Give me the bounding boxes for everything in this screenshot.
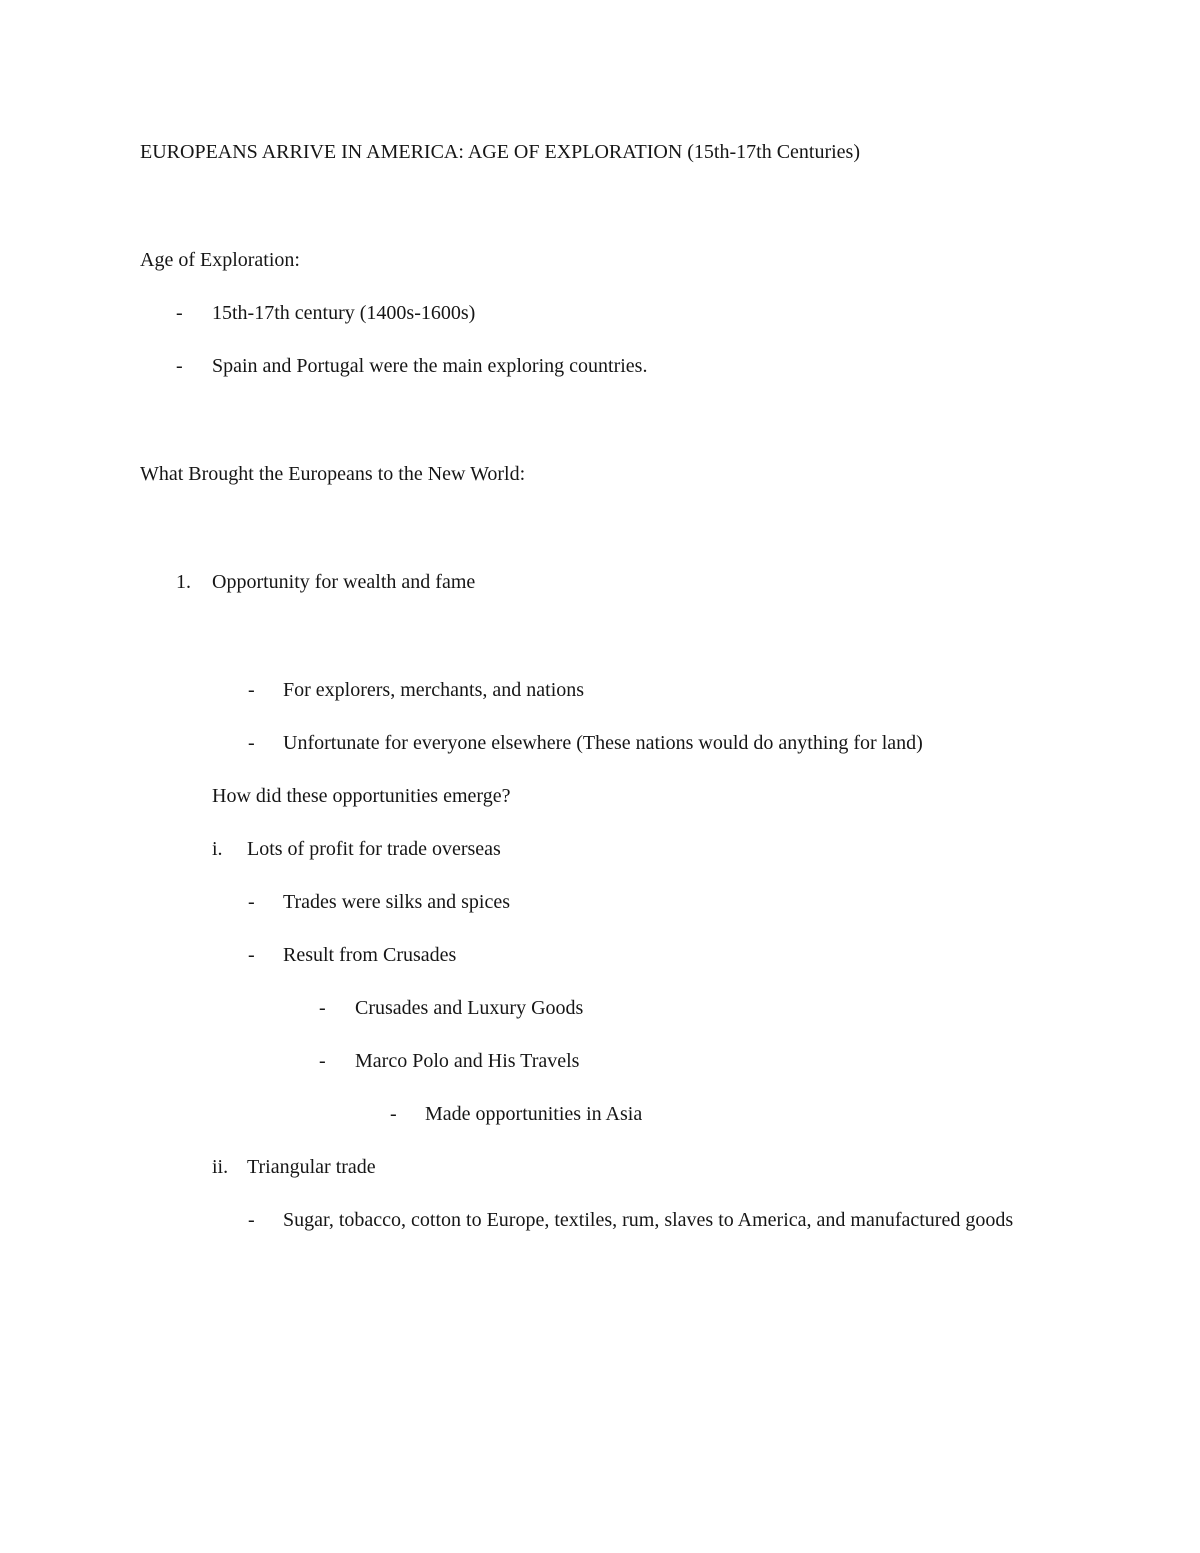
- list-item: [140, 1035, 1055, 1088]
- list-item-text: Result from Crusades: [283, 944, 457, 966]
- list-item-text: Triangular trade: [247, 1156, 376, 1178]
- list-item: [140, 1194, 1055, 1247]
- list-item-text: Opportunity for wealth and fame: [212, 571, 476, 593]
- list-item-text: Unfortunate for everyone elsewhere (These nations would do anything for land): [283, 732, 923, 754]
- bullet-dash: -: [319, 997, 326, 1019]
- list-item-text: Made opportunities in Asia: [425, 1103, 643, 1125]
- section-heading: Age of Exploration:: [140, 249, 300, 271]
- list-item-text: Sugar, tobacco, cotton to Europe, textiles, rum, slaves to America, and manufactured goods: [283, 1209, 1014, 1231]
- bullet-dash: -: [248, 679, 255, 701]
- bullet-dash: -: [248, 944, 255, 966]
- bullet-dash: -: [248, 891, 255, 913]
- bullet-dash: -: [248, 1209, 255, 1231]
- bullet-dash: -: [319, 1050, 326, 1072]
- list-item: [140, 823, 1055, 876]
- list-item: [140, 717, 1055, 770]
- list-item-text: Crusades and Luxury Goods: [355, 997, 584, 1019]
- list-item: [140, 1088, 1055, 1141]
- list-item: [140, 982, 1055, 1035]
- bullet-dash: -: [390, 1103, 397, 1125]
- list-item-text: Trades were silks and spices: [283, 891, 511, 913]
- list-item: [140, 340, 1055, 393]
- paragraph: How did these opportunities emerge?: [212, 785, 511, 807]
- list-item-text: Marco Polo and His Travels: [355, 1050, 580, 1072]
- number-marker: 1.: [176, 571, 191, 593]
- list-item: [140, 876, 1055, 929]
- bullet-dash: -: [248, 732, 255, 754]
- list-item-text: For explorers, merchants, and nations: [283, 679, 585, 701]
- roman-marker: i.: [212, 838, 223, 860]
- roman-marker: ii.: [212, 1156, 229, 1178]
- list-item: [140, 287, 1055, 340]
- document-title: EUROPEANS ARRIVE IN AMERICA: AGE OF EXPLORATION (15th-17th Centuries): [140, 141, 860, 163]
- list-item-text: 15th-17th century (1400s-1600s): [212, 302, 476, 324]
- bullet-dash: -: [176, 355, 183, 377]
- list-item: [140, 556, 1055, 609]
- list-item: [140, 1141, 1055, 1194]
- list-item-text: Spain and Portugal were the main exploring countries.: [212, 355, 648, 377]
- list-item-text: Lots of profit for trade overseas: [247, 838, 501, 860]
- list-item: [140, 929, 1055, 982]
- section-heading: What Brought the Europeans to the New World:: [140, 463, 526, 485]
- list-item: [140, 664, 1055, 717]
- bullet-dash: -: [176, 302, 183, 324]
